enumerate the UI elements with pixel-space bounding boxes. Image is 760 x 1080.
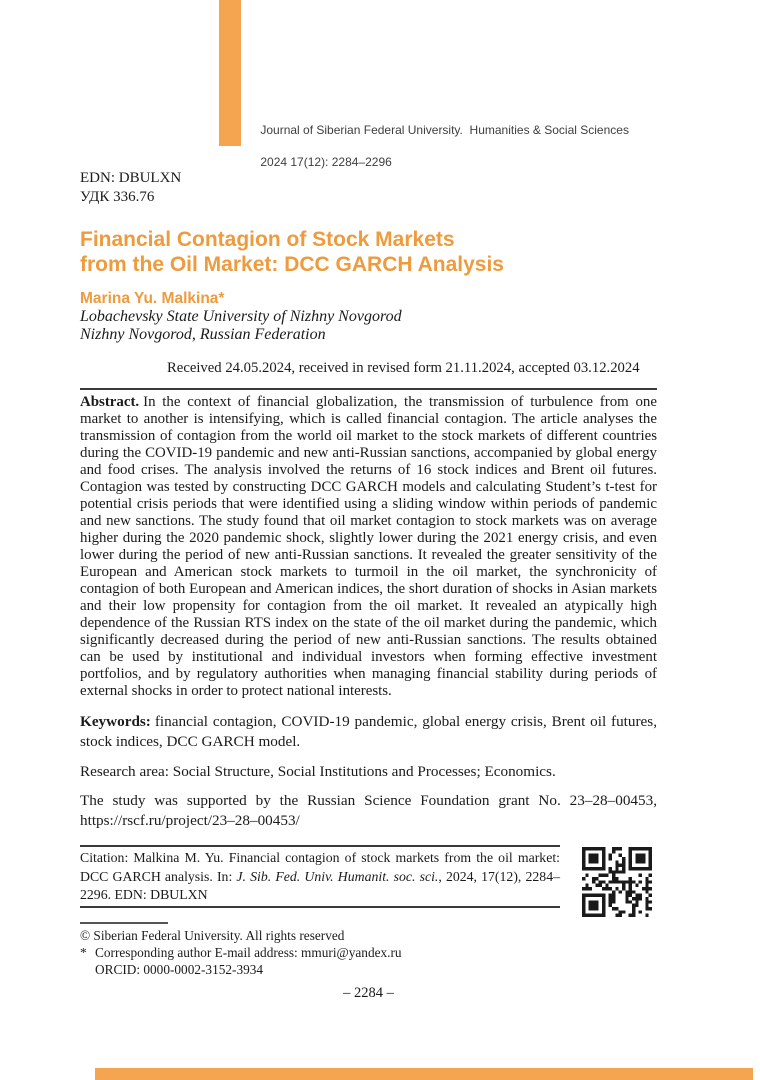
citation-text xyxy=(80,849,560,905)
page-number: – 2284 – xyxy=(343,985,394,1001)
funding-line: The study was supported by the Russian Science Foundation grant No. 23–28–00453, https://rscf.ru/project/23–28–00453/ xyxy=(80,792,657,829)
keywords-label: Keywords: xyxy=(80,713,151,730)
article-title-line2: from the Oil Market: DCC GARCH Analysis xyxy=(80,253,504,276)
author-name: Marina Yu. Malkina* xyxy=(80,290,225,307)
article-title-line1: Financial Contagion of Stock Markets xyxy=(80,228,455,251)
corresponding-author-line xyxy=(80,945,402,962)
header-accent-bar xyxy=(219,0,241,146)
citation-suffix: , 2024, 17(12), 2284–2296. EDN: DBULXN xyxy=(80,868,560,902)
journal-name-line: Journal of Siberian Federal University. Humanities & Social Sciences xyxy=(260,123,629,137)
abstract-label: Abstract. xyxy=(80,394,140,410)
abstract-text: In the context of financial globalization, the transmission of turbulence from one market to another is intensifying, which is called financial contagion. The article analyses the transmission of contagion from the world oil market to the stock markets of different countries during the COVID-19 pandemic and new anti-Russian sanctions, accompanied by global energy and food crises. The analysis involved the returns of 16 stock indices and Brent oil futures. Contagion was tested by constructing DCC GARCH models and calculating Student’s t-test for potential crisis periods that were identified using a sliding window within periods of pandemic and new sanctions. The study found that oil market contagion to stock markets was on average higher during the 2020 pandemic shock, slightly lower during the 2021 energy crisis, and even lower during the period of new anti-Russian sanctions. It revealed the greater sensitivity of the European and American stock markets to turmoil in the oil market, the synchronicity of contagion of both European and American indices, the short duration of shocks in Asian markets and their low propensity for contagion from the oil market. It revealed an atypically high dependence of the Russian RTS index on the state of the oil market during the pandemic, which significantly decreased during the period of new anti-Russian sanctions. The results obtained can be used by institutional and individual investors when forming effective investment portfolios, and by regulatory authorities when managing financial stability during periods of external shocks in order to protect national interests. xyxy=(80,394,657,699)
abstract-paragraph xyxy=(80,394,657,700)
qr-code xyxy=(582,847,652,917)
received-dates-line: Received 24.05.2024, received in revised form 21.11.2024, accepted 03.12.2024 xyxy=(167,360,640,376)
citation-prefix: Citation: Malkina M. Yu. Financial contagion of stock markets from the oil market: DCC GARCH analysis. In: xyxy=(80,850,560,884)
journal-issue-line: 2024 17(12): 2284–2296 xyxy=(260,155,392,169)
footnote-separator xyxy=(80,922,168,924)
affiliation xyxy=(80,308,402,344)
edn-label: EDN: DBULXN xyxy=(80,170,182,186)
orcid-line: ORCID: 0000-0002-3152-3934 xyxy=(95,962,264,977)
keywords-text: financial contagion, COVID-19 pandemic, global energy crisis, Brent oil futures, stock indices, DCC GARCH model. xyxy=(80,713,657,750)
footer-accent-bar xyxy=(95,1068,753,1080)
affiliation-university: Lobachevsky State University of Nizhny Novgorod xyxy=(80,308,402,325)
citation-journal-abbrev: J. Sib. Fed. Univ. Humanit. soc. sci. xyxy=(236,868,439,884)
udk-label: УДК 336.76 xyxy=(80,189,155,205)
research-area-line: Research area: Social Structure, Social Institutions and Processes; Economics. xyxy=(80,763,556,780)
abstract-top-rule xyxy=(80,388,657,390)
footnote-asterisk: * xyxy=(80,945,87,960)
copyright-line: © Siberian Federal University. All rights reserved xyxy=(80,928,345,943)
article-title xyxy=(80,227,504,277)
affiliation-city: Nizhny Novgorod, Russian Federation xyxy=(80,326,326,343)
journal-header xyxy=(247,106,629,186)
citation-top-rule xyxy=(80,845,560,847)
citation-bottom-rule xyxy=(80,906,560,908)
corresponding-author-text: Corresponding author E-mail address: mmuri@yandex.ru xyxy=(95,945,402,960)
keywords-paragraph xyxy=(80,712,657,751)
